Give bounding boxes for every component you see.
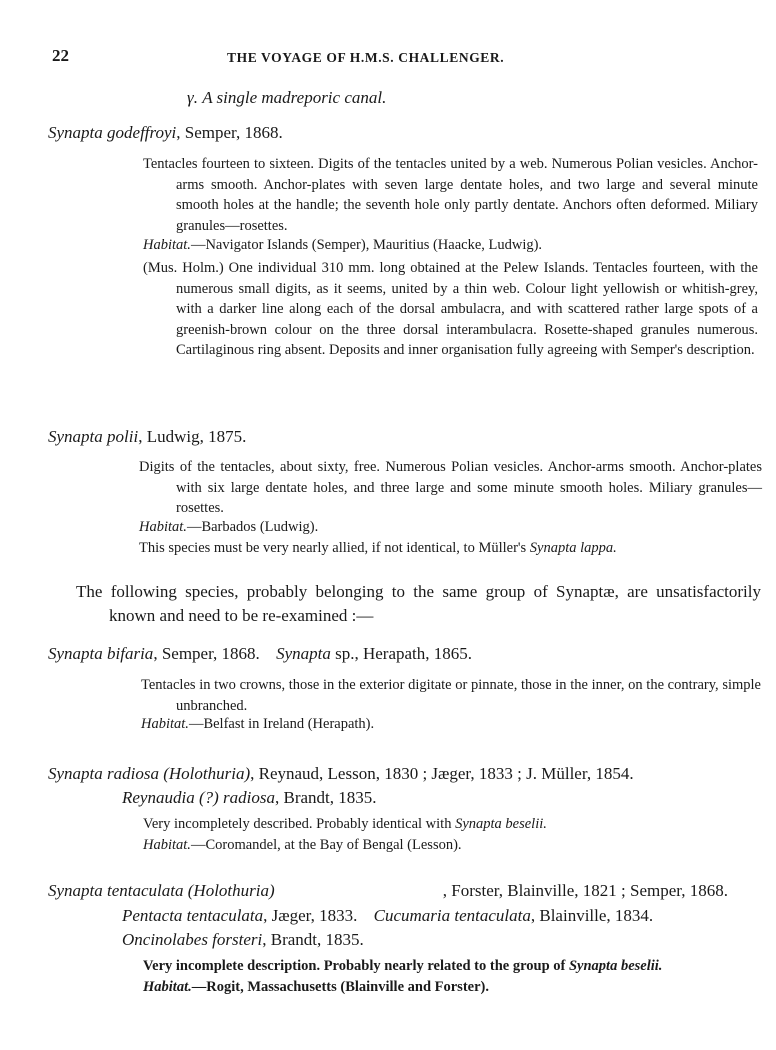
running-title: THE VOYAGE OF H.M.S. CHALLENGER.: [227, 50, 505, 65]
synonym-line: [122, 788, 377, 808]
synonym-authority: , Jæger, 1833.: [263, 906, 358, 925]
species-description: [143, 816, 547, 833]
synonym-name: Oncinolabes forsteri: [122, 930, 263, 949]
habitat-text: —Navigator Islands (Semper), Mauritius (Haacke, Ludwig).: [190, 237, 543, 253]
note-text: This species must be very nearly allied, if not identical, to Müller's: [139, 540, 530, 556]
species-heading: [48, 123, 283, 143]
habitat-label: Habitat.: [143, 237, 191, 253]
species-description: Tentacles fourteen to sixteen. Digits of the tentacles united by a web. Numerous Polian vesicles. Anchor-arms smooth. Anchor-plates with seven large dentate holes, and two large and several minute smooth holes at the handle; the seventh hole only partly dentate. Anchors often deformed. Miliary granules—rosettes.: [143, 156, 758, 234]
species-description: Digits of the tentacles, about sixty, free. Numerous Polian vesicles. Anchor-arms smooth. Anchor-plates with six large dentate holes, and three large and some minute smooth holes. Miliary granules—rosettes.: [139, 459, 762, 516]
species-authority: , Reynaud, Lesson, 1830 ; Jæger, 1833 ; J. Müller, 1854.: [250, 764, 634, 783]
habitat-label: Habitat.: [141, 716, 189, 732]
note-species: Synapta lappa.: [529, 540, 617, 556]
habitat-text: —Belfast in Ireland (Herapath).: [188, 716, 375, 732]
specimen-note: (Mus. Holm.) One individual 310 mm. long obtained at the Pelew Islands. Tentacles fourteen, with the numerous small digits, as it seems, united by a thin web. Colour light yellowish or whitish-grey, with a darker line along each of the dorsal ambulacra, and with scattered rather large spots of a greenish-brown colour on the three dorsal interambulacra. Rosette-shaped granules numerous. Cartilaginous ring absent. Deposits and inner organisation fully agreeing with Semper's description.: [143, 260, 758, 358]
species-note: [139, 540, 617, 557]
habitat-line: [143, 837, 462, 854]
description-text: Very incomplete description. Probably nearly related to the group of: [143, 958, 569, 974]
species-name: Synapta godeffroyi: [48, 123, 177, 142]
species-name: Synapta tentaculata (Holothuria): [48, 881, 275, 900]
synonym-line: [122, 906, 653, 926]
species-name: Synapta bifaria: [48, 644, 154, 663]
intro-paragraph: The following species, probably belonging to the same group of Synaptæ, are unsatisfactorily known and need to be re-examined :—: [76, 582, 761, 625]
habitat-text: —Rogit, Massachusetts (Blainville and Forster).: [191, 979, 489, 995]
species-authority: , Semper, 1868.: [176, 123, 283, 142]
section-subheading: γ. A single madreporic canal.: [187, 88, 387, 107]
habitat-line: [141, 716, 374, 733]
species-description: [143, 958, 662, 975]
description-species: Synapta beselii.: [455, 816, 547, 832]
species-name: Synapta polii: [48, 427, 139, 446]
habitat-label: Habitat.: [139, 519, 187, 535]
species-authority: , Semper, 1868.: [153, 644, 260, 663]
synonym-line: [122, 930, 364, 950]
species-description: Tentacles in two crowns, those in the exterior digitate or pinnate, those in the inner, on the contrary, simple unbranched.: [141, 677, 761, 714]
species-heading: [48, 427, 246, 447]
synonym-name: Cucumaria tentaculata: [373, 906, 531, 925]
description-species: Synapta beselii.: [568, 958, 663, 974]
synonym-name: Reynaudia (?) radiosa: [122, 788, 275, 807]
synonym-name: Pentacta tentaculata: [122, 906, 264, 925]
species-heading: [48, 764, 634, 784]
species-heading: [48, 644, 472, 664]
habitat-text: —Coromandel, at the Bay of Bengal (Lesson).: [190, 837, 462, 853]
habitat-line: [139, 519, 318, 536]
species-authority: , Ludwig, 1875.: [138, 427, 247, 446]
habitat-label: Habitat.: [143, 979, 192, 995]
habitat-label: Habitat.: [143, 837, 191, 853]
species-heading: [48, 881, 728, 901]
habitat-line: [143, 979, 489, 996]
species-authority: , Forster, Blainville, 1821 ; Semper, 1868.: [442, 881, 728, 900]
page-number: 22: [52, 46, 69, 65]
synonym-authority: , Brandt, 1835.: [274, 788, 377, 807]
synonym-authority: , Brandt, 1835.: [262, 930, 364, 949]
synonym-authority: , Blainville, 1834.: [530, 906, 654, 925]
habitat-line: [143, 237, 542, 254]
habitat-text: —Barbados (Ludwig).: [186, 519, 319, 535]
description-text: Very incompletely described. Probably identical with: [143, 816, 456, 832]
species-name: Synapta radiosa (Holothuria): [48, 764, 251, 783]
synonym-authority: sp., Herapath, 1865.: [330, 644, 473, 663]
synonym-name: Synapta: [276, 644, 331, 663]
